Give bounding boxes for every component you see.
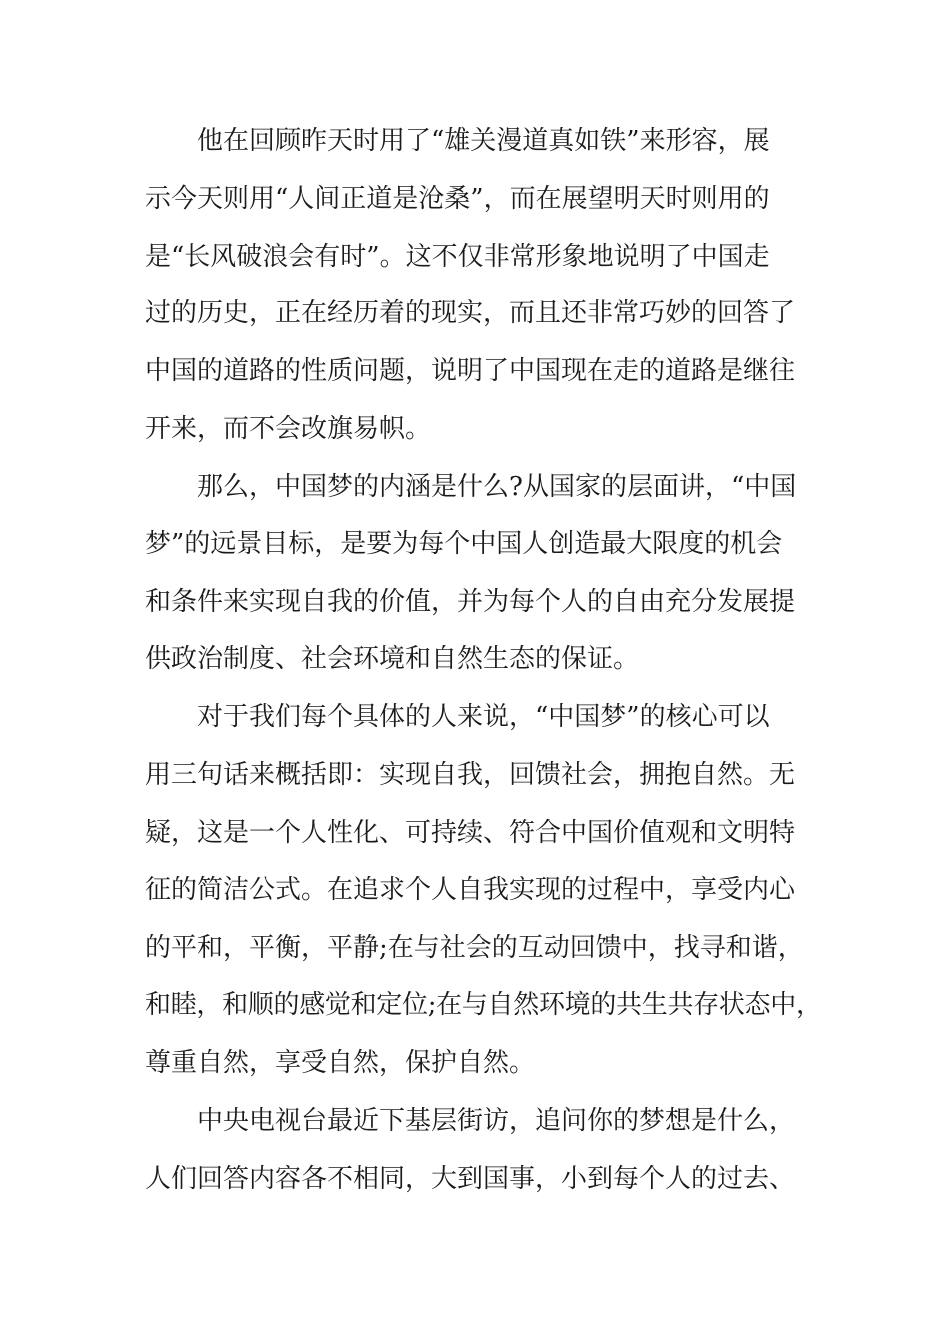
paragraph-3-line-3: 疑，这是一个人性化、可持续、符合中国价值观和文明特 xyxy=(145,818,796,848)
paragraph-3-line-7: 尊重自然，享受自然，保护自然。 xyxy=(145,1048,536,1078)
paragraph-2-line-3: 和条件来实现自我的价值，并为每个人的自由充分发展提 xyxy=(145,587,796,617)
paragraph-4-line-1: 中央电视台最近下基层街访，追问你的梦想是什么， xyxy=(197,1106,796,1136)
paragraph-1-line-3: 是“长风破浪会有时”。这不仅非常形象地说明了中国走 xyxy=(145,242,770,272)
paragraph-4-line-2: 人们回答内容各不相同，大到国事，小到每个人的过去、 xyxy=(145,1164,796,1194)
paragraph-3-line-4: 征的简洁公式。在追求个人自我实现的过程中，享受内心 xyxy=(145,875,796,905)
paragraph-2-line-1: 那么，中国梦的内涵是什么?从国家的层面讲，“中国 xyxy=(197,472,797,502)
paragraph-1-line-1: 他在回顾昨天时用了“雄关漫道真如铁”来形容，展 xyxy=(197,126,770,156)
paragraph-3-line-2: 用三句话来概括即：实现自我，回馈社会，拥抱自然。无 xyxy=(145,760,796,790)
paragraph-3-line-1: 对于我们每个具体的人来说，“中国梦”的核心可以 xyxy=(197,702,770,732)
paragraph-2-line-4: 供政治制度、社会环境和自然生态的保证。 xyxy=(145,644,640,674)
paragraph-1-line-2: 示今天则用“人间正道是沧桑”，而在展望明天时则用的 xyxy=(145,184,770,214)
paragraph-2-line-2: 梦”的远景目标，是要为每个中国人创造最大限度的机会 xyxy=(145,529,783,559)
paragraph-1-line-5: 中国的道路的性质问题，说明了中国现在走的道路是继往 xyxy=(145,356,796,386)
paragraph-3-line-5: 的平和，平衡，平静;在与社会的互动回馈中，找寻和谐， xyxy=(145,933,804,963)
paragraph-1-line-6: 开来，而不会改旗易帜。 xyxy=(145,414,432,444)
paragraph-1-line-4: 过的历史，正在经历着的现实，而且还非常巧妙的回答了 xyxy=(145,298,796,328)
paragraph-3-line-6: 和睦，和顺的感觉和定位;在与自然环境的共生共存状态中， xyxy=(145,990,822,1020)
